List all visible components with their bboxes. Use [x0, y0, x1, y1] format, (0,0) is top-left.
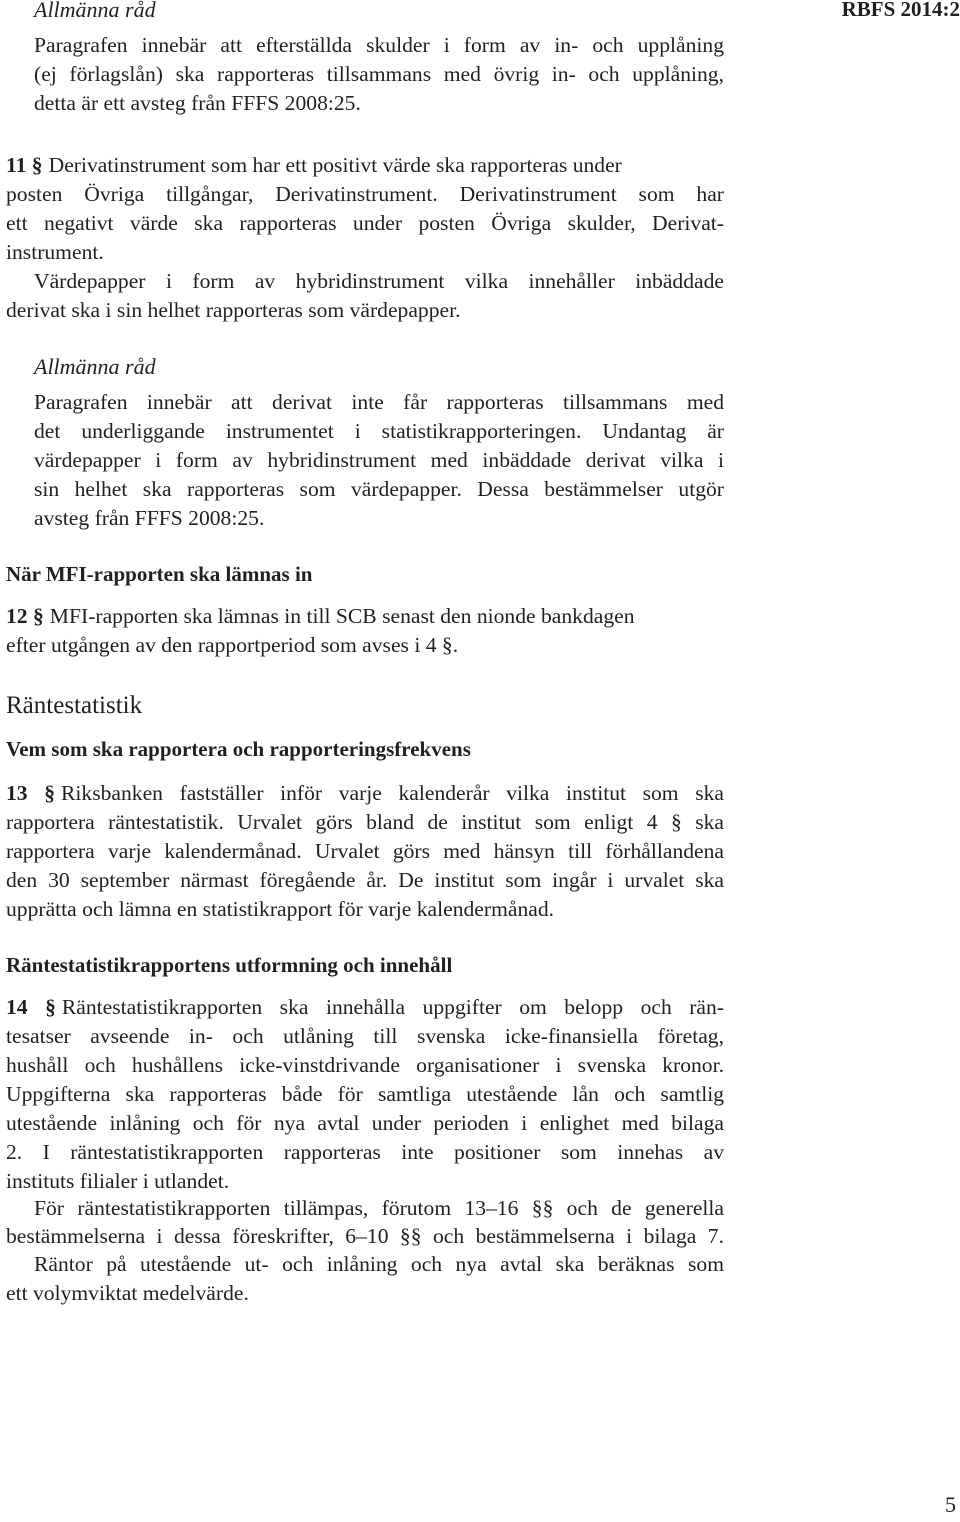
section-number: 11 § [6, 153, 43, 177]
advice-2-line: sin helhet ska rapporteras som värdepapper. Dessa bestämmelser utgör [34, 477, 724, 501]
advice-2-line: Paragrafen innebär att derivat inte får rapporteras tillsammans med [34, 390, 724, 414]
section-number: 14 § [6, 995, 56, 1019]
section-12-line [6, 602, 724, 631]
section-14-line: tesatser avseende in- och utlåning till svenska icke-finansiella företag, [6, 1024, 724, 1048]
advice-1-line: Paragrafen innebär att efterställda skulder i form av in- och upplåning [34, 33, 724, 57]
section-14-line: 2. I räntestatistikrapporten rapporteras inte positioner som innehas av [6, 1140, 724, 1164]
section-11-line: ett negativt värde ska rapporteras under posten Övriga skulder, Derivat- [6, 211, 724, 235]
section-14-line: hushåll och hushållens icke-vinstdrivande organisationer i svenska kronor. [6, 1053, 724, 1077]
section-11-line [6, 151, 724, 180]
section-14-line: För räntestatistikrapporten tillämpas, förutom 13–16 §§ och de generella [34, 1196, 724, 1220]
section-11-line: Värdepapper i form av hybridinstrument vilka innehåller inbäddade [34, 269, 724, 293]
section-13-line [6, 779, 724, 808]
section-14-text: Räntestatistikrapporten ska innehålla uppgifter om belopp och rän- [61, 995, 724, 1019]
section-14-line: bestämmelserna i dessa föreskrifter, 6–10 §§ och bestämmelserna i bilaga 7. [6, 1224, 724, 1248]
section-13-line: rapportera varje kalendermånad. Urvalet görs med hänsyn till förhållandena [6, 839, 724, 863]
section-14-line: Räntor på utestående ut- och inlåning och nya avtal ska beräknas som [34, 1252, 724, 1276]
section-14-line: Uppgifterna ska rapporteras både för samtliga utestående lån och samtlig [6, 1082, 724, 1106]
section-11-line: derivat ska i sin helhet rapporteras som värdepapper. [6, 298, 461, 322]
heading-vem: Vem som ska rapportera och rapporteringsfrekvens [6, 737, 471, 761]
page-number: 5 [945, 1492, 956, 1517]
advice-1-line: detta är ett avsteg från FFFS 2008:25. [34, 91, 361, 115]
advice-label-1: Allmänna råd [34, 0, 156, 22]
heading-utformning: Räntestatistikrapportens utformning och innehåll [6, 953, 453, 977]
section-13-line: den 30 september närmast föregående år. De institut som ingår i urvalet ska [6, 868, 724, 892]
section-14-line: instituts filialer i utlandet. [6, 1169, 230, 1193]
section-number: 12 § [6, 604, 44, 628]
section-14-line: utestående inlåning och för nya avtal under perioden i enlighet med bilaga [6, 1111, 724, 1135]
heading-mfi: När MFI-rapporten ska lämnas in [6, 562, 313, 586]
section-13-line: rapportera räntestatistik. Urvalet görs bland de institut som enligt 4 § ska [6, 810, 724, 834]
section-14-line [6, 993, 724, 1022]
section-14-line: ett volymviktat medelvärde. [6, 1281, 249, 1305]
section-11-line: instrument. [6, 240, 104, 264]
heading-rantestatistik: Räntestatistik [6, 692, 143, 719]
advice-2-line: det underliggande instrumentet i statistikrapporteringen. Undantag är [34, 419, 724, 443]
advice-2-line: värdepapper i form av hybridinstrument med inbäddade derivat vilka i [34, 448, 724, 472]
section-11-line: posten Övriga tillgångar, Derivatinstrument. Derivatinstrument som har [6, 182, 724, 206]
section-13-line: upprätta och lämna en statistikrapport för varje kalendermånad. [6, 897, 555, 921]
section-13-text: Riksbanken fastställer inför varje kalenderår vilka institut som ska [61, 781, 725, 805]
advice-1-line: (ej förlagslån) ska rapporteras tillsammans med övrig in- och upplåning, [34, 62, 724, 86]
section-number: 13 § [6, 781, 56, 805]
section-12-line: efter utgången av den rapportperiod som avses i 4 §. [6, 633, 459, 657]
section-11-text: Derivatinstrument som har ett positivt värde ska rapporteras under [48, 153, 622, 177]
document-code: RBFS 2014:2 [841, 0, 960, 21]
advice-2-line: avsteg från FFFS 2008:25. [34, 506, 265, 530]
advice-label-2: Allmänna råd [34, 354, 156, 379]
section-12-text: MFI-rapporten ska lämnas in till SCB senast den nionde bankdagen [49, 604, 635, 628]
